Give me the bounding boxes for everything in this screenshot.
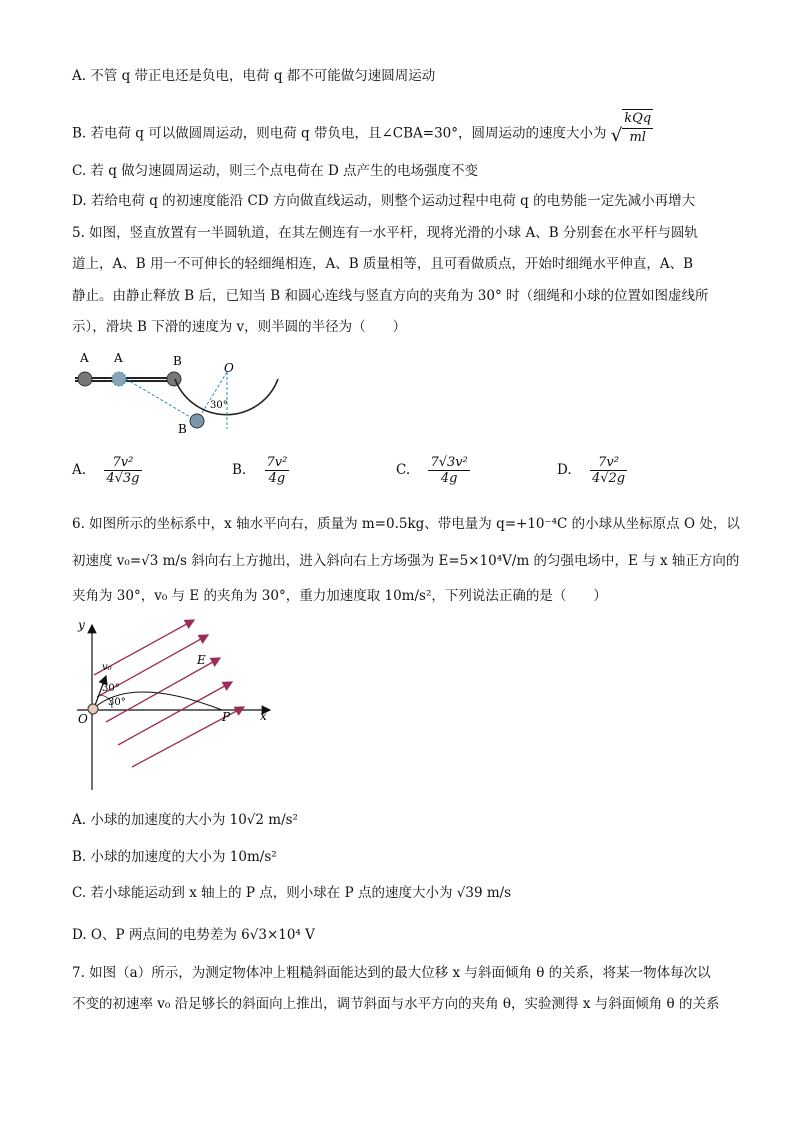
ball <box>88 704 98 714</box>
q4-option-b-text: B. 若电荷 q 可以做圆周运动，则电荷 q 带负电，且∠CBA=30°，圆周运动的速度大小为 <box>72 125 607 142</box>
q4-formula-numerator: kQq <box>624 111 652 126</box>
label-e: E <box>197 653 206 667</box>
q5-line-3: 静止。由静止释放 B 后，已知当 B 和圆心连线与竖直方向的夹角为 30° 时（细绳和小球的位置如图虚线所 <box>72 288 709 304</box>
label-p: P <box>222 710 231 724</box>
ball-b-dashed <box>190 414 204 428</box>
label-b2: B <box>178 422 187 436</box>
q5-option-b-den: 4g <box>265 470 290 486</box>
q5-option-b <box>232 455 289 486</box>
ball-a-dashed <box>112 372 126 386</box>
q6-option-d: D. O、P 两点间的电势差为 6√3×10⁴ V <box>72 927 315 943</box>
q5-option-c-den: 4g <box>428 470 469 486</box>
q5-option-a-label: A. <box>72 462 87 478</box>
q7-line-2: 不变的初速率 v₀ 沿足够长的斜面向上推出，调节斜面与水平方向的夹角 θ，实验测得 x 与斜面倾角 θ 的关系 <box>72 996 720 1012</box>
q6-line-1: 6. 如图所示的坐标系中，x 轴水平向右，质量为 m=0.5kg、带电量为 q=+10⁻⁴C 的小球从坐标原点 O 处，以 <box>72 516 740 532</box>
q4-formula-denominator: ml <box>622 128 653 147</box>
q6-line-2: 初速度 v₀=√3 m/s 斜向右上方抛出，进入斜向右上方场强为 E=5×10⁴V/m 的匀强电场中，E 与 x 轴正方向的 <box>72 553 740 569</box>
q4-option-b <box>72 111 653 153</box>
q7-line-1: 7. 如图（a）所示，为测定物体冲上粗糙斜面能达到的最大位移 x 与斜面倾角 θ 的关系，将某一物体每次以 <box>72 965 711 981</box>
q4-option-a: A. 不管 q 带正电还是负电，电荷 q 都不可能做匀速圆周运动 <box>72 68 436 84</box>
q5-option-c-label: C. <box>396 462 411 478</box>
q5-figure <box>70 345 290 440</box>
rope-dashed <box>126 379 197 421</box>
q4-option-c: C. 若 q 做匀速圆周运动，则三个点电荷在 D 点产生的电场强度不变 <box>72 163 479 179</box>
q6-option-c: C. 若小球能运动到 x 轴上的 P 点，则小球在 P 点的速度大小为 √39 m/s <box>72 885 512 901</box>
radius-dashed <box>197 372 227 421</box>
q5-option-a <box>72 455 142 486</box>
q4-option-b-formula: √ $\frac{\text{kQq}}{ml}$ <box>610 111 652 146</box>
q4-option-d: D. 若给电荷 q 的初速度能沿 CD 方向做直线运动，则整个运动过程中电荷 q 的电势能一定先减小再增大 <box>72 193 696 209</box>
q5-line-4: 示），滑块 B 下滑的速度为 v，则半圆的半径为（ ） <box>72 319 407 335</box>
field-line <box>118 682 232 745</box>
label-b1: B <box>173 354 182 368</box>
q5-option-d-den: 4√2g <box>591 471 626 486</box>
ball-a-left <box>78 372 92 386</box>
label-y: y <box>78 618 85 632</box>
q5-option-b-num: 7v² <box>266 455 288 470</box>
ball-b-top <box>167 372 181 386</box>
q5-line-1: 5. 如图，竖直放置有一半圆轨道，在其左侧连有一水平杆，现将光滑的小球 A、B 分别套在水平杆与圆轨 <box>72 225 698 241</box>
q5-line-2: 道上，A、B 用一不可伸长的轻细绳相连，A、B 质量相等，且可看做质点，开始时细绳水平伸直，A、B <box>72 256 694 272</box>
q5-option-d-num: 7v² <box>598 455 619 470</box>
label-v0: v₀ <box>102 662 112 673</box>
label-o: O <box>224 361 234 375</box>
q5-option-a-den: 4√3g <box>106 471 140 486</box>
q6-option-a: A. 小球的加速度的大小为 10√2 m/s² <box>72 812 298 828</box>
q5-option-c <box>396 455 470 486</box>
field-line <box>106 658 220 722</box>
label-angle-2: 30° <box>108 697 126 708</box>
q5-option-d <box>557 455 627 486</box>
q5-option-a-num: 7v² <box>112 455 134 470</box>
q5-option-b-label: B. <box>232 462 247 478</box>
label-a1: A <box>80 351 89 365</box>
q6-option-b: B. 小球的加速度的大小为 10m/s² <box>72 849 277 865</box>
q5-option-c-num: 7√3v² <box>430 455 468 470</box>
label-a2: A <box>114 351 123 365</box>
label-origin: O <box>78 712 88 726</box>
label-x: x <box>260 709 267 723</box>
q5-option-d-label: D. <box>557 462 572 478</box>
label-angle-1: 30° <box>102 683 120 694</box>
q6-figure <box>72 615 282 795</box>
q6-line-3: 夹角为 30°，v₀ 与 E 的夹角为 30°，重力加速度取 10m/s²，下列说法正确的是（ ） <box>72 588 607 604</box>
label-angle: 30° <box>210 400 228 411</box>
